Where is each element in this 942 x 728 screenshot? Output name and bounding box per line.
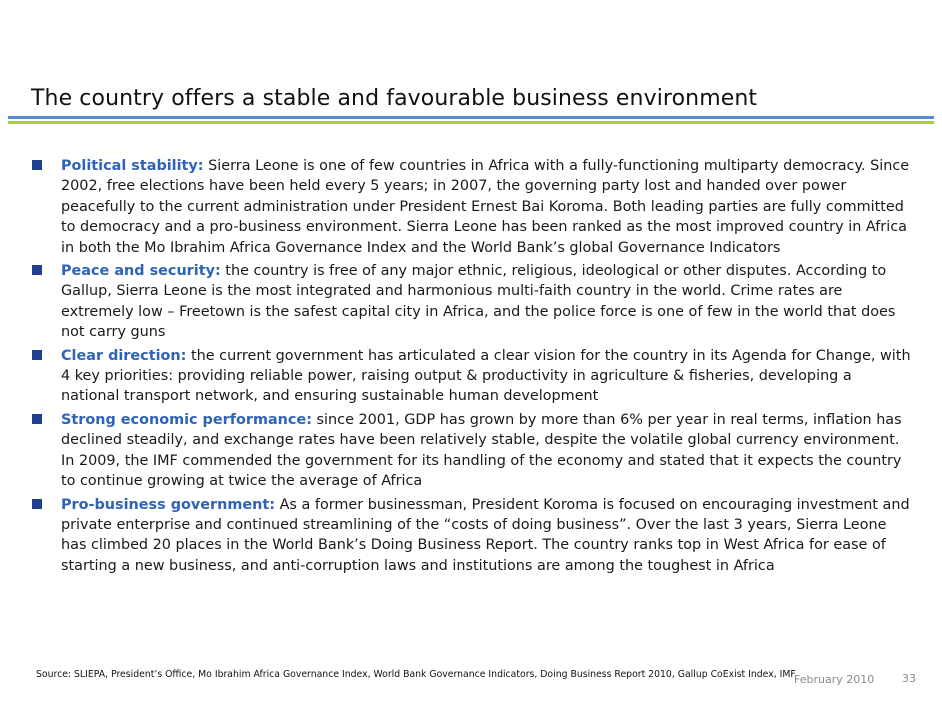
square-bullet-icon <box>32 414 42 424</box>
bullet-body: the current government has articulated a clear vision for the country in its Agenda for Change, with 4 key priorities: providing reliable power, raising output & productivity in agriculture & fisheries, developing a national transport network, and ensuring sustainable human development <box>61 347 911 405</box>
bullet-item-strong-economic-performance <box>30 410 912 492</box>
bullet-item-pro-business-government <box>30 495 912 577</box>
bullet-item-clear-direction <box>30 346 912 407</box>
bullet-text <box>61 410 912 492</box>
footer-date: February 2010 <box>794 673 875 686</box>
bullet-body: Sierra Leone is one of few countries in Africa with a fully-functioning multiparty democracy. Since 2002, free elections have been held every 5 years; in 2007, the governing party lost and handed over power peacefully to the current administration under President Ernest Bai Koroma. Both leading parties are fully committed to democracy and a pro-business environment. Sierra Leone has been ranked as the most improved country in Africa in both the Mo Ibrahim Africa Governance Index and the World Bank’s global Governance Indicators <box>61 158 910 256</box>
page-number: 33 <box>902 672 916 685</box>
bullet-lead: Political stability: <box>61 158 204 174</box>
bullet-text <box>61 156 912 258</box>
bullet-item-peace-and-security <box>30 261 912 343</box>
source-note: Source: SLIEPA, President’s Office, Mo Ibrahim Africa Governance Index, World Bank Governance Indicators, Doing Business Report 2010, Gallup CoExist Index, IMF <box>36 669 796 680</box>
square-bullet-icon <box>32 160 42 170</box>
bullet-body: the country is free of any major ethnic, religious, ideological or other disputes. According to Gallup, Sierra Leone is the most integrated and harmonious multi-faith country in the world. Crime rates are extremely low – Freetown is the safest capital city in Africa, and the police force is one of few in the world that does not carry guns <box>61 263 896 341</box>
title-rule-green <box>8 121 934 124</box>
bullet-lead: Clear direction: <box>61 347 187 364</box>
bullet-text <box>61 495 912 577</box>
bullet-body: As a former businessman, President Koroma is focused on encouraging investment and private enterprise and continued streamlining of the “costs of doing business”. Over the last 3 years, Sierra Leone has climbed 20 places in the World Bank’s Doing Business Report. The country ranks top in West Africa for ease of starting a new business, and anti-corruption laws and institutions are among the toughest in Africa <box>61 496 910 574</box>
bullet-lead: Strong economic performance: <box>61 411 312 428</box>
square-bullet-icon <box>32 499 42 509</box>
bullet-lead: Pro-business government: <box>61 496 275 513</box>
square-bullet-icon <box>32 350 42 360</box>
bullet-body: since 2001, GDP has grown by more than 6% per year in real terms, inflation has declined steadily, and exchange rates have been relatively stable, despite the volatile global currency environment. In 2009, the IMF commended the government for its handling of the economy and stated that it expects the country to continue growing at twice the average of Africa <box>61 411 902 490</box>
slide-title: The country offers a stable and favourable business environment <box>31 86 758 111</box>
bullet-text <box>61 261 912 343</box>
bullet-list <box>30 156 912 579</box>
bullet-item-political-stability <box>30 156 912 258</box>
title-rule-blue <box>8 116 934 119</box>
bullet-lead: Peace and security: <box>61 263 221 280</box>
square-bullet-icon <box>32 265 42 275</box>
bullet-text <box>61 346 912 407</box>
